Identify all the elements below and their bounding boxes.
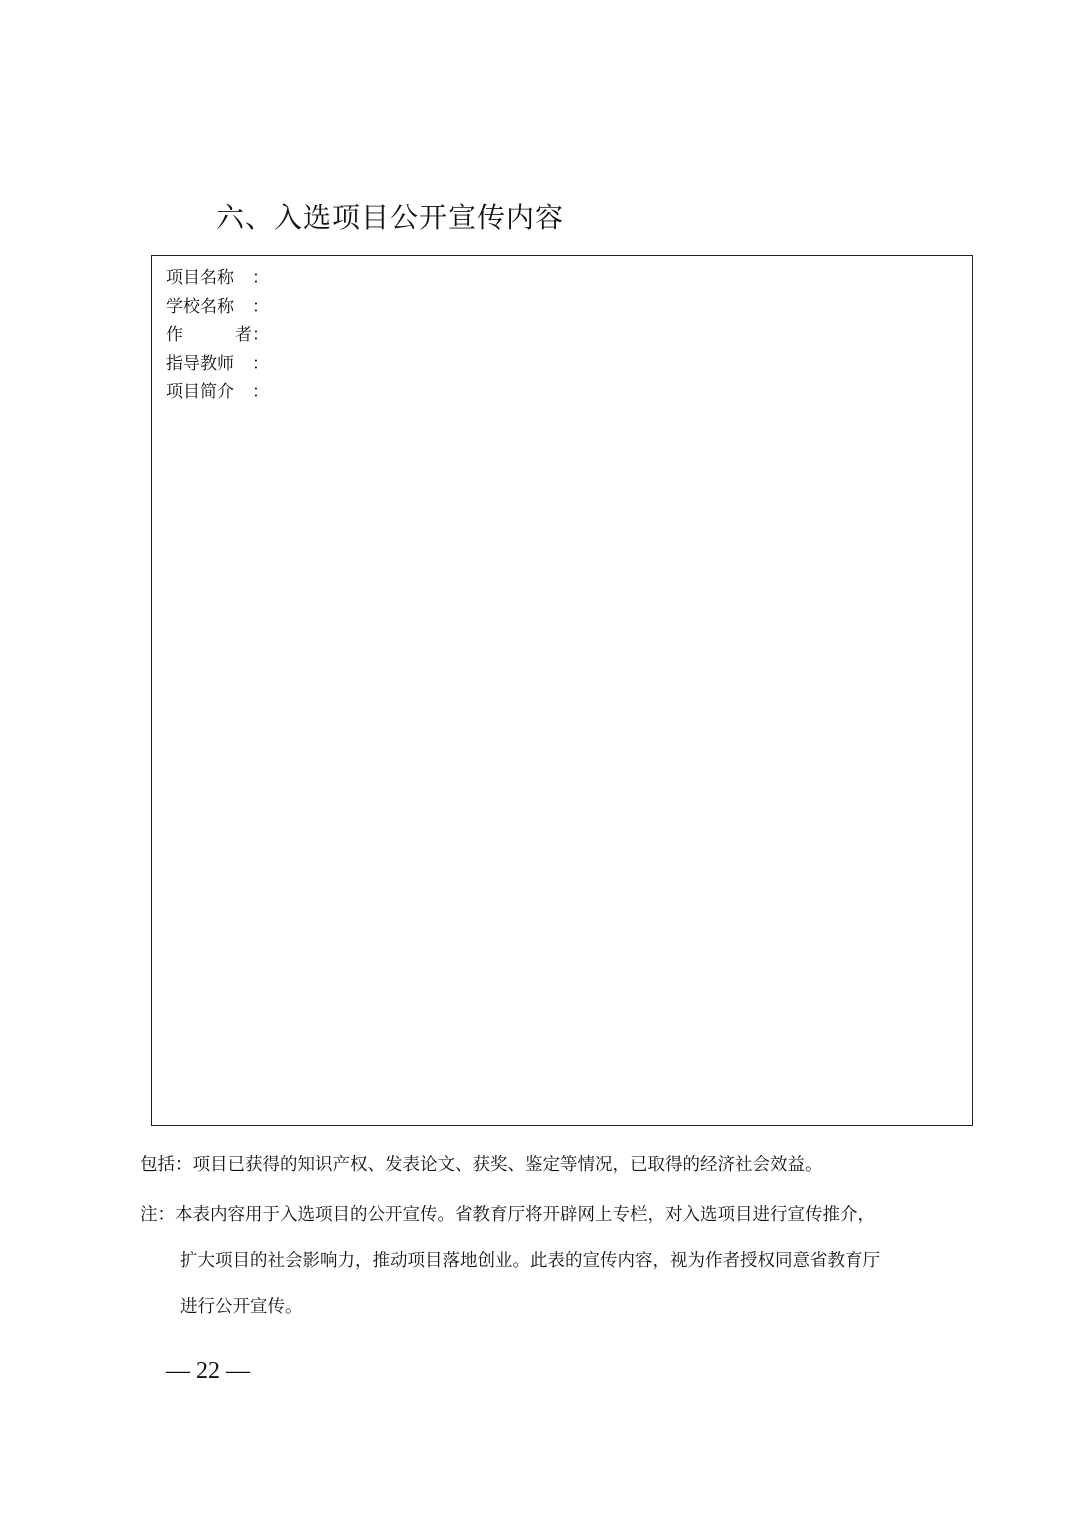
field-label: [166, 321, 252, 350]
field-label: 项目简介: [166, 382, 234, 402]
notes: [140, 1150, 960, 1330]
publicity-form-box: [151, 255, 973, 1126]
field-label-char: 者: [235, 325, 252, 345]
field-label: 项目名称: [166, 268, 234, 288]
field-project-summary: [166, 378, 269, 407]
field-colon: ：: [252, 268, 269, 288]
field-project-name: [166, 264, 269, 293]
page-number: — 22 —: [166, 1358, 250, 1384]
field-label: 学校名称: [166, 296, 234, 317]
usage-note-line-1: 注：本表内容用于入选项目的公开宣传。省教育厅将开辟网上专栏，对入选项目进行宣传推介，: [140, 1205, 875, 1225]
usage-note-line-2: 扩大项目的社会影响力，推动项目落地创业。此表的宣传内容，视为作者授权同意省教育厅: [180, 1251, 880, 1271]
field-colon: ：: [252, 325, 269, 345]
field-colon: ：: [252, 382, 269, 402]
include-note: 包括：项目已获得的知识产权、发表论文、获奖、鉴定等情况，已取得的经济社会效益。: [140, 1155, 823, 1175]
field-school-name: [166, 293, 269, 322]
field-colon: ：: [252, 353, 269, 374]
field-author: [166, 321, 269, 350]
field-label-char: 作: [166, 325, 183, 345]
field-list: [166, 264, 269, 407]
field-advisor: [166, 350, 269, 379]
field-label: 指导教师: [166, 353, 234, 374]
usage-note-line-3: 进行公开宣传。: [180, 1297, 303, 1317]
section-title: 六、入选项目公开宣传内容: [216, 201, 565, 234]
field-colon: ：: [252, 296, 269, 317]
